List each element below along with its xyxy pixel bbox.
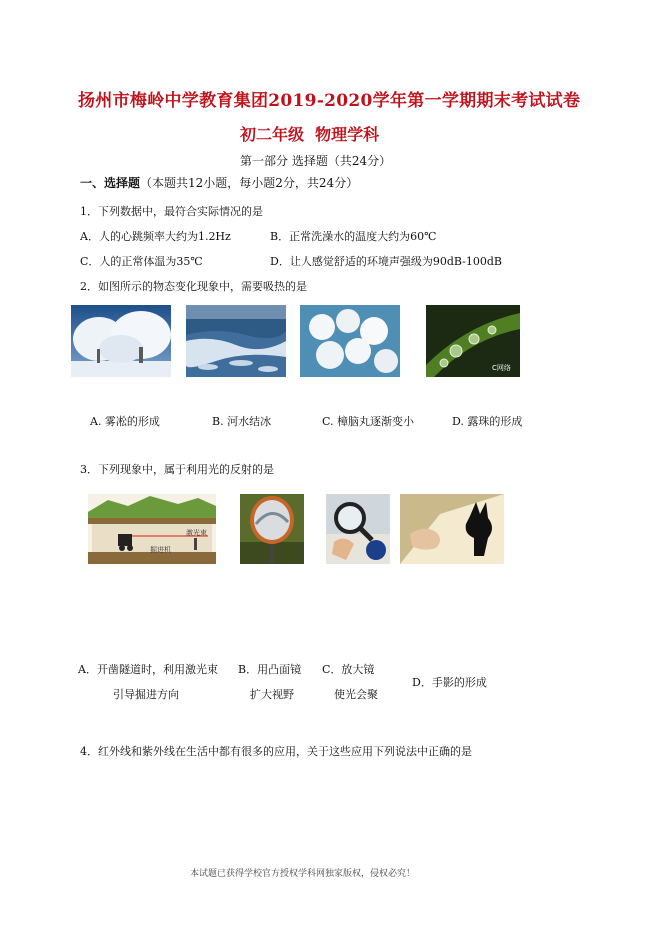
q1-stem: 1．下列数据中，最符合实际情况的是 xyxy=(80,205,263,218)
dew-watermark: C网络 xyxy=(492,364,511,372)
section-heading xyxy=(80,174,358,191)
magnifier-image xyxy=(326,494,390,564)
part-heading: 第一部分 选择题（共24分） xyxy=(240,154,392,168)
q2-option-c: C. 樟脑丸逐渐变小 xyxy=(322,415,415,428)
convex-mirror-image xyxy=(240,494,304,564)
q3-option-c-line1: C．放大镜 xyxy=(322,663,375,676)
tunnel-laser-image xyxy=(88,494,216,564)
q3-option-a-line1: A．开凿隧道时，利用激光束 xyxy=(78,663,218,676)
camphor-balls-image xyxy=(300,305,400,377)
q2-option-b: B. 河水结冰 xyxy=(212,415,272,428)
hand-shadow-image xyxy=(400,494,504,564)
q2-option-d: D. 露珠的形成 xyxy=(452,415,523,428)
section-label: 一、选择题 xyxy=(80,176,141,190)
q3-option-d: D．手影的形成 xyxy=(412,676,487,689)
q1-option-b: B．正常洗澡水的温度大约为60℃ xyxy=(270,230,437,243)
q3-option-b-line2: 扩大视野 xyxy=(250,688,294,701)
q3-option-a-line2: 引导掘进方向 xyxy=(113,688,179,701)
exam-title: 扬州市梅岭中学教育集团2019-2020学年第一学期期末考试试卷 xyxy=(78,91,581,111)
machine-label: 掘进机 xyxy=(150,546,171,554)
copyright-footer: 本试题已获得学校官方授权学科网独家版权，侵权必究！ xyxy=(190,869,416,879)
q4-stem: 4．红外线和紫外线在生活中都有很多的应用，关于这些应用下列说法中正确的是 xyxy=(80,745,472,758)
q3-stem: 3．下列现象中，属于利用光的反射的是 xyxy=(80,463,274,476)
q3-option-b-line1: B．用凸面镜 xyxy=(238,663,302,676)
dew-drops-image xyxy=(426,305,520,377)
q1-option-c: C．人的正常体温为35℃ xyxy=(80,255,203,268)
exam-subtitle: 初二年级 物理学科 xyxy=(240,125,380,144)
laser-label: 激光束 xyxy=(186,529,207,537)
q2-stem: 2．如图所示的物态变化现象中，需要吸热的是 xyxy=(80,280,307,293)
q1-option-a: A．人的心跳频率大约为1.2Hz xyxy=(80,230,231,243)
section-note: （本题共12小题，每小题2分，共24分） xyxy=(140,176,359,190)
rime-image xyxy=(71,305,171,377)
q1-option-d: D．让人感觉舒适的环境声强级为90dB-100dB xyxy=(270,255,502,268)
frozen-river-image xyxy=(186,305,286,377)
q2-option-a: A. 雾凇的形成 xyxy=(90,415,160,428)
q3-option-c-line2: 使光会聚 xyxy=(334,688,378,701)
